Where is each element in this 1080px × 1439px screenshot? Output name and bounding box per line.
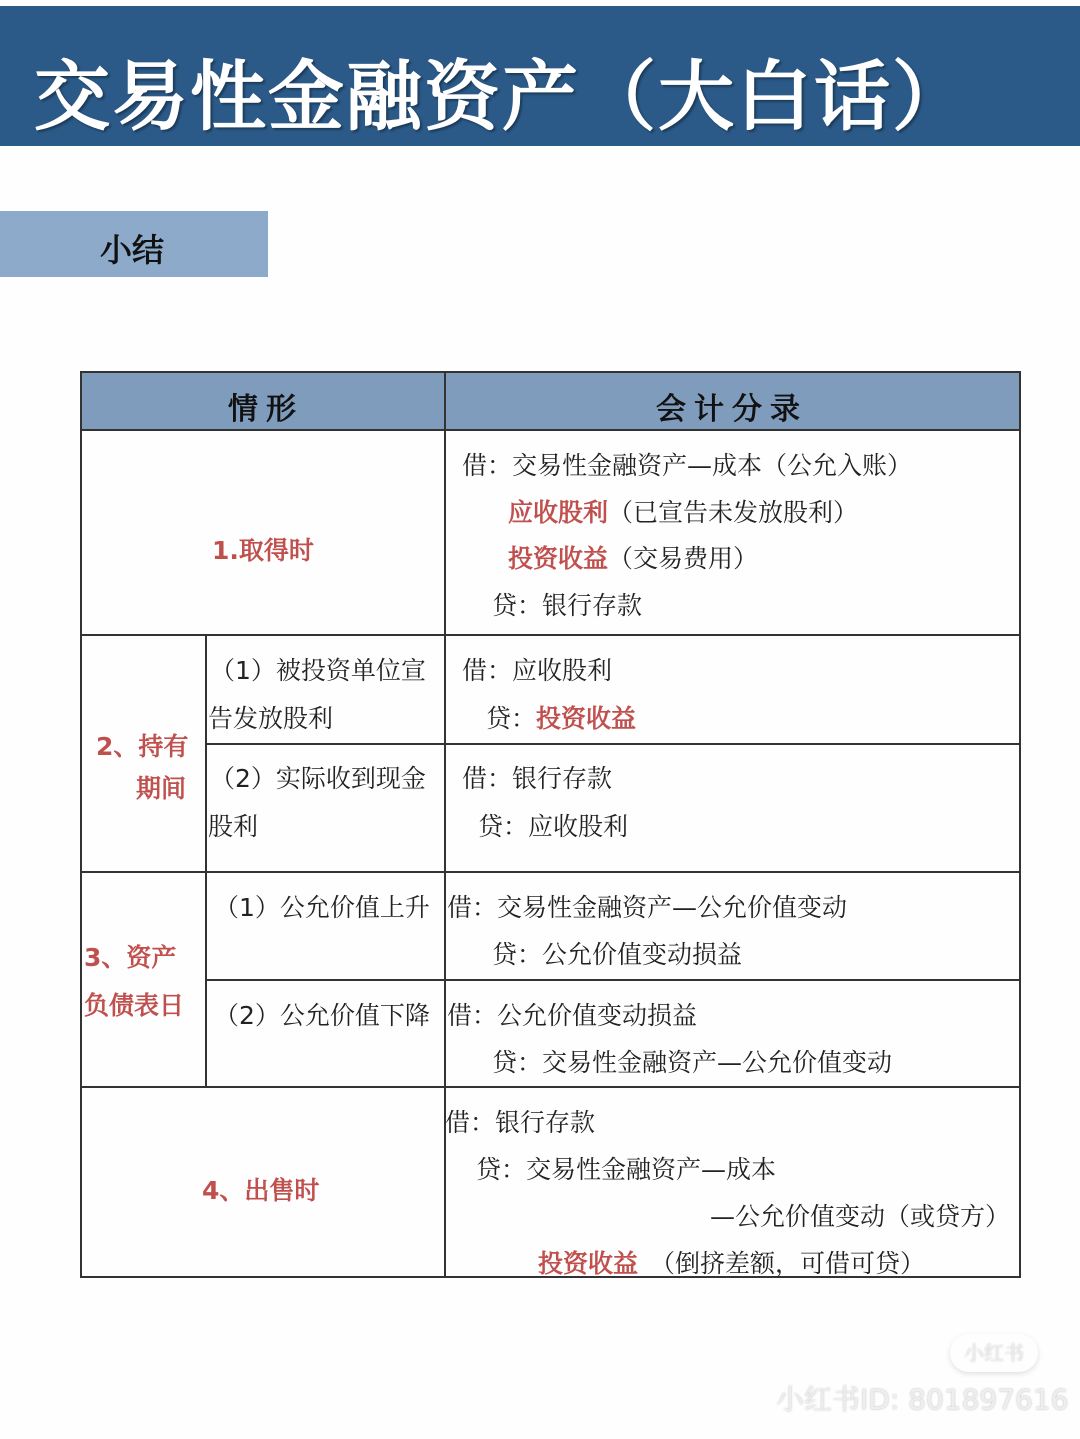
entry-line: 贷：银行存款: [492, 591, 643, 620]
entry-line: 贷：公允价值变动损益: [492, 940, 743, 969]
summary-table: [80, 371, 1021, 1278]
entry-line: 借：应收股利: [462, 656, 613, 685]
table-header: [82, 373, 1019, 431]
entry-line: 借：银行存款: [462, 764, 613, 793]
row-label-holding: 2、持有: [96, 732, 189, 761]
entry-line: 投资收益（交易费用）: [508, 544, 759, 573]
entry-line: 借：银行存款: [445, 1108, 596, 1137]
entry-line: 借：公允价值变动损益: [447, 1001, 698, 1030]
entry-line: 借：交易性金融资产—公允价值变动: [447, 893, 848, 922]
page-title: 交易性金融资产（大白话）: [34, 52, 970, 141]
divider: [82, 871, 1019, 873]
entry-line: 贷：交易性金融资产—成本: [476, 1155, 777, 1184]
section-label: [0, 211, 268, 277]
row-label-balance-date: 3、资产: [84, 943, 177, 972]
entry-line: 投资收益 （倒挤差额，可借可贷）: [538, 1249, 926, 1278]
sub-situation: （2）公允价值下降: [214, 1001, 430, 1030]
row-label-sale: 4、出售时: [202, 1176, 320, 1205]
sub-situation: 股利: [208, 812, 259, 841]
divider: [82, 1086, 1019, 1088]
row-label-holding-2: 期间: [136, 774, 187, 803]
divider: [205, 979, 1021, 981]
header-situation: 情形: [228, 392, 304, 427]
entry-line: 贷：交易性金融资产—公允价值变动: [492, 1048, 893, 1077]
sub-situation: （1）被投资单位宣: [210, 656, 426, 685]
header-entries: 会计分录: [656, 392, 808, 427]
entry-line: 借：交易性金融资产—成本（公允入账）: [462, 451, 913, 480]
divider: [82, 634, 1019, 636]
watermark-badge: 小红书: [950, 1334, 1038, 1372]
entry-line: 贷：应收股利: [478, 812, 629, 841]
sub-situation: （2）实际收到现金: [210, 764, 426, 793]
title-banner: [0, 6, 1080, 146]
section-title: 小结: [100, 231, 165, 269]
entry-line: 贷：投资收益: [486, 704, 637, 733]
sub-situation: 告发放股利: [208, 704, 334, 733]
row-label-acquire: 1.取得时: [212, 536, 314, 565]
divider: [205, 743, 1021, 745]
entry-line: 应收股利（已宣告未发放股利）: [508, 498, 859, 527]
entry-line: —公允价值变动（或贷方）: [710, 1202, 1011, 1231]
sub-situation: （1）公允价值上升: [214, 893, 430, 922]
divider: [205, 635, 207, 1087]
row-label-balance-date-2: 负债表日: [84, 991, 185, 1020]
watermark-id: 小红书ID: 801897616: [776, 1383, 1069, 1416]
divider: [444, 373, 446, 1278]
